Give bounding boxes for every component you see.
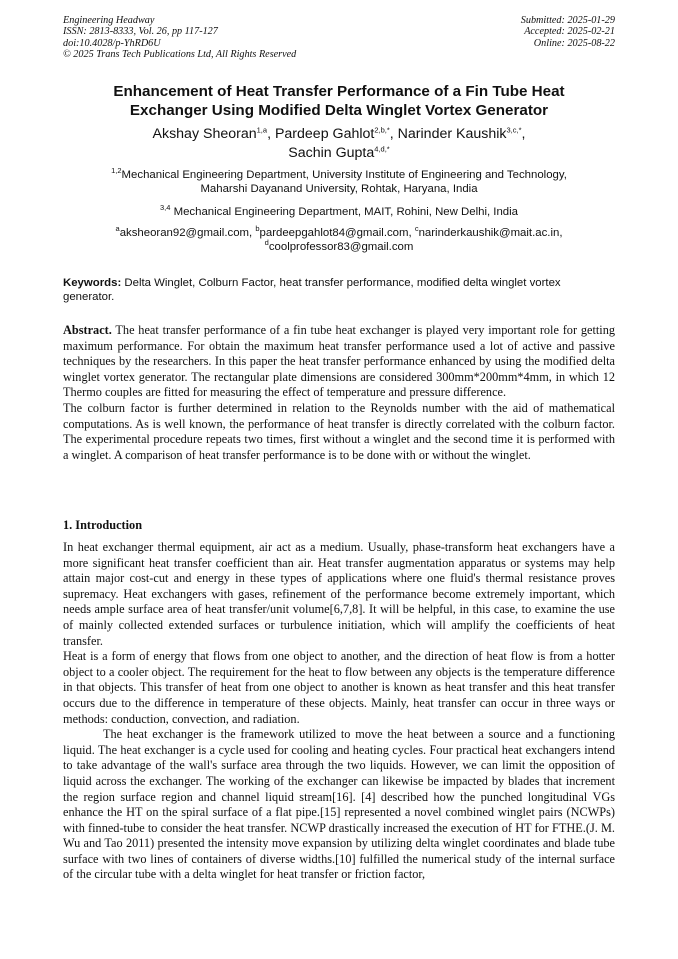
- abstract-paragraph-2: The colburn factor is further determined in relation to the Reynolds number with the aid of mathematical computations. As is well known, the performance of heat transfer is directly correlated with the colburn factor. The experimental procedure repeats two times, first without a winglet and the second time it is performed with a winglet. A comparison of heat transfer performance is to be done with or without the winglet.: [63, 400, 615, 462]
- title-line-2: Exchanger Using Modified Delta Winglet Vortex Generator: [129, 102, 549, 119]
- affiliation-2: [63, 205, 615, 219]
- section-heading-introduction: 1. Introduction: [63, 518, 143, 532]
- intro-paragraph-1: In heat exchanger thermal equipment, air act as a medium. Usually, phase-transform heat exchangers have a more significant heat transfer coefficient than air. Heat transfer augmentation apparatus or systems may help attain major cost-cut and energy in these types of applications where one fluid's thermal resistance proves supremacy. Heat exchangers with gases, refinement of the performance become extremely important, which needs ample surface area of heat transfer/unit volume[6,7,8]. It will be helpful, in this case, to examine the use of mainly collected extended surfaces or turbulence initiation, which will amplify the coefficients of heat transfer.: [63, 540, 615, 648]
- affiliation-1-line-2: Maharshi Dayanand University, Rohtak, Haryana, India: [200, 183, 478, 195]
- affiliation-1-sup: 1,2: [111, 166, 122, 176]
- affiliation-2-text: Mechanical Engineering Department, MAIT, Rohini, New Delhi, India: [170, 206, 519, 218]
- journal-info-left: [63, 15, 296, 61]
- email-c[interactable]: narinderkaushik@mait.ac.in,: [418, 227, 563, 239]
- author-2-sup: 2,b,*: [374, 125, 390, 135]
- abstract-p1-text: The heat transfer performance of a fin tube heat exchanger is played very important role for getting maximum performance. For obtain the maximum heat transfer performance used a lot of active and passive techniques by the researchers. In this paper the heat transfer performance enhanced by using the modified delta winglet vortex generator. The rectangular plate dimensions are considered 300mm*200mm*4mm, in which 12 Thermo couples are fitted for measuring the effect of temperature and pressure difference.: [63, 323, 615, 400]
- keywords-text: Delta Winglet, Colburn Factor, heat transfer performance, modified delta winglet vortex generator.: [63, 277, 561, 303]
- author-4-sup: 4,d,*: [374, 144, 390, 154]
- email-b-sup: b: [255, 224, 260, 234]
- keywords-label: Keywords:: [63, 277, 122, 289]
- title-line-1: Enhancement of Heat Transfer Performance of a Fin Tube Heat: [113, 83, 565, 100]
- author-2: Pardeep Gahlot: [274, 126, 375, 142]
- intro-paragraph-3: The heat exchanger is the framework utilized to move the heat between a source and a functioning liquid. The heat exchanger is a cycle used for cooling and heating cycles. Four practical heat exchangers intend to take advantage of the wall's surface area through the two liquids. However, we can limit the opposition of liquid across the exchanger. The working of the exchanger can likewise be impacted by blades that increment the region surface region and channel liquid stream[16]. [4] described how the punched longitudinal VGs enhance the HT on the spiral surface of a flat pipe.[15] represented a novel combined winglet pairs (NCWPs) with finned-tube to consider the heat transfer. NCWP drastically increased the execution of HT for FTHE.(J. M. Wu and Tao 2011) presented the intensity move expansion by utilizing delta winglet coordinates and blade tube surface with two lines of containers of diverse widths.[10] fulfilled the numerical study of the internal surface of the circular tube with a delta winglet for heat transfer or friction factor,: [63, 727, 615, 882]
- author-1: Akshay Sheoran: [152, 126, 257, 142]
- journal-name: Engineering Headway: [63, 15, 155, 26]
- date-accepted: Accepted: 2025-02-21: [524, 26, 615, 38]
- author-list: Akshay Sheoran$^{1,a}$, Pardeep Gahlot$^{2,b,*}$, Narinder Kaushik$^{3,c,*}$, Sachin Gupta$^{4,d,*}$: [152, 125, 526, 161]
- author-3-sup: 3,c,*: [506, 125, 522, 135]
- author-1-sup: 1,a: [256, 125, 268, 135]
- journal-issn: ISSN: 2813-8333, Vol. 26, pp 117-127: [63, 26, 218, 38]
- email-a-sup: a: [115, 224, 120, 234]
- email-d-sup: d: [264, 238, 269, 248]
- affiliation-2-sup: 3,4: [159, 203, 171, 213]
- paper-title: [63, 82, 615, 120]
- keywords: [63, 276, 615, 304]
- date-online: Online: 2025-08-22: [533, 37, 615, 49]
- journal-doi[interactable]: doi:10.4028/p-YhRD6U: [63, 37, 161, 49]
- email-d[interactable]: coolprofessor83@gmail.com: [268, 241, 414, 253]
- email-b[interactable]: pardeepgahlot84@gmail.com,: [259, 227, 415, 239]
- abstract: [63, 323, 615, 463]
- abstract-label: Abstract.: [63, 323, 112, 337]
- introduction-body: [63, 540, 615, 883]
- date-submitted: Submitted: 2025-01-29: [520, 15, 615, 26]
- email-c-sup: c: [414, 224, 419, 234]
- author-emails: [63, 226, 615, 254]
- author-3: Narinder Kaushik: [397, 126, 507, 142]
- journal-copyright: © 2025 Trans Tech Publications Ltd, All Rights Reserved: [63, 49, 297, 61]
- intro-paragraph-2: Heat is a form of energy that flows from one object to another, and the direction of heat flow is from a hotter object to a cooler object. The requirement for the heat to flow between any objects is the temperature difference in that objects. This transfer of heat from one object to another is known as heat transfer and this heat transfer occurs due to the difference in temperature of these objects. Mainly, heat transfer can occur in three ways or methods: conduction, convection, and radiation.: [63, 649, 615, 726]
- author-4: Sachin Gupta: [288, 145, 375, 161]
- affiliation-1: [63, 168, 615, 196]
- abstract-paragraph-1: [63, 323, 615, 401]
- affiliation-1-line-1: Mechanical Engineering Department, University Institute of Engineering and Technology,: [121, 169, 567, 181]
- email-a[interactable]: aksheoran92@gmail.com,: [119, 227, 256, 239]
- journal-dates-right: [521, 15, 615, 49]
